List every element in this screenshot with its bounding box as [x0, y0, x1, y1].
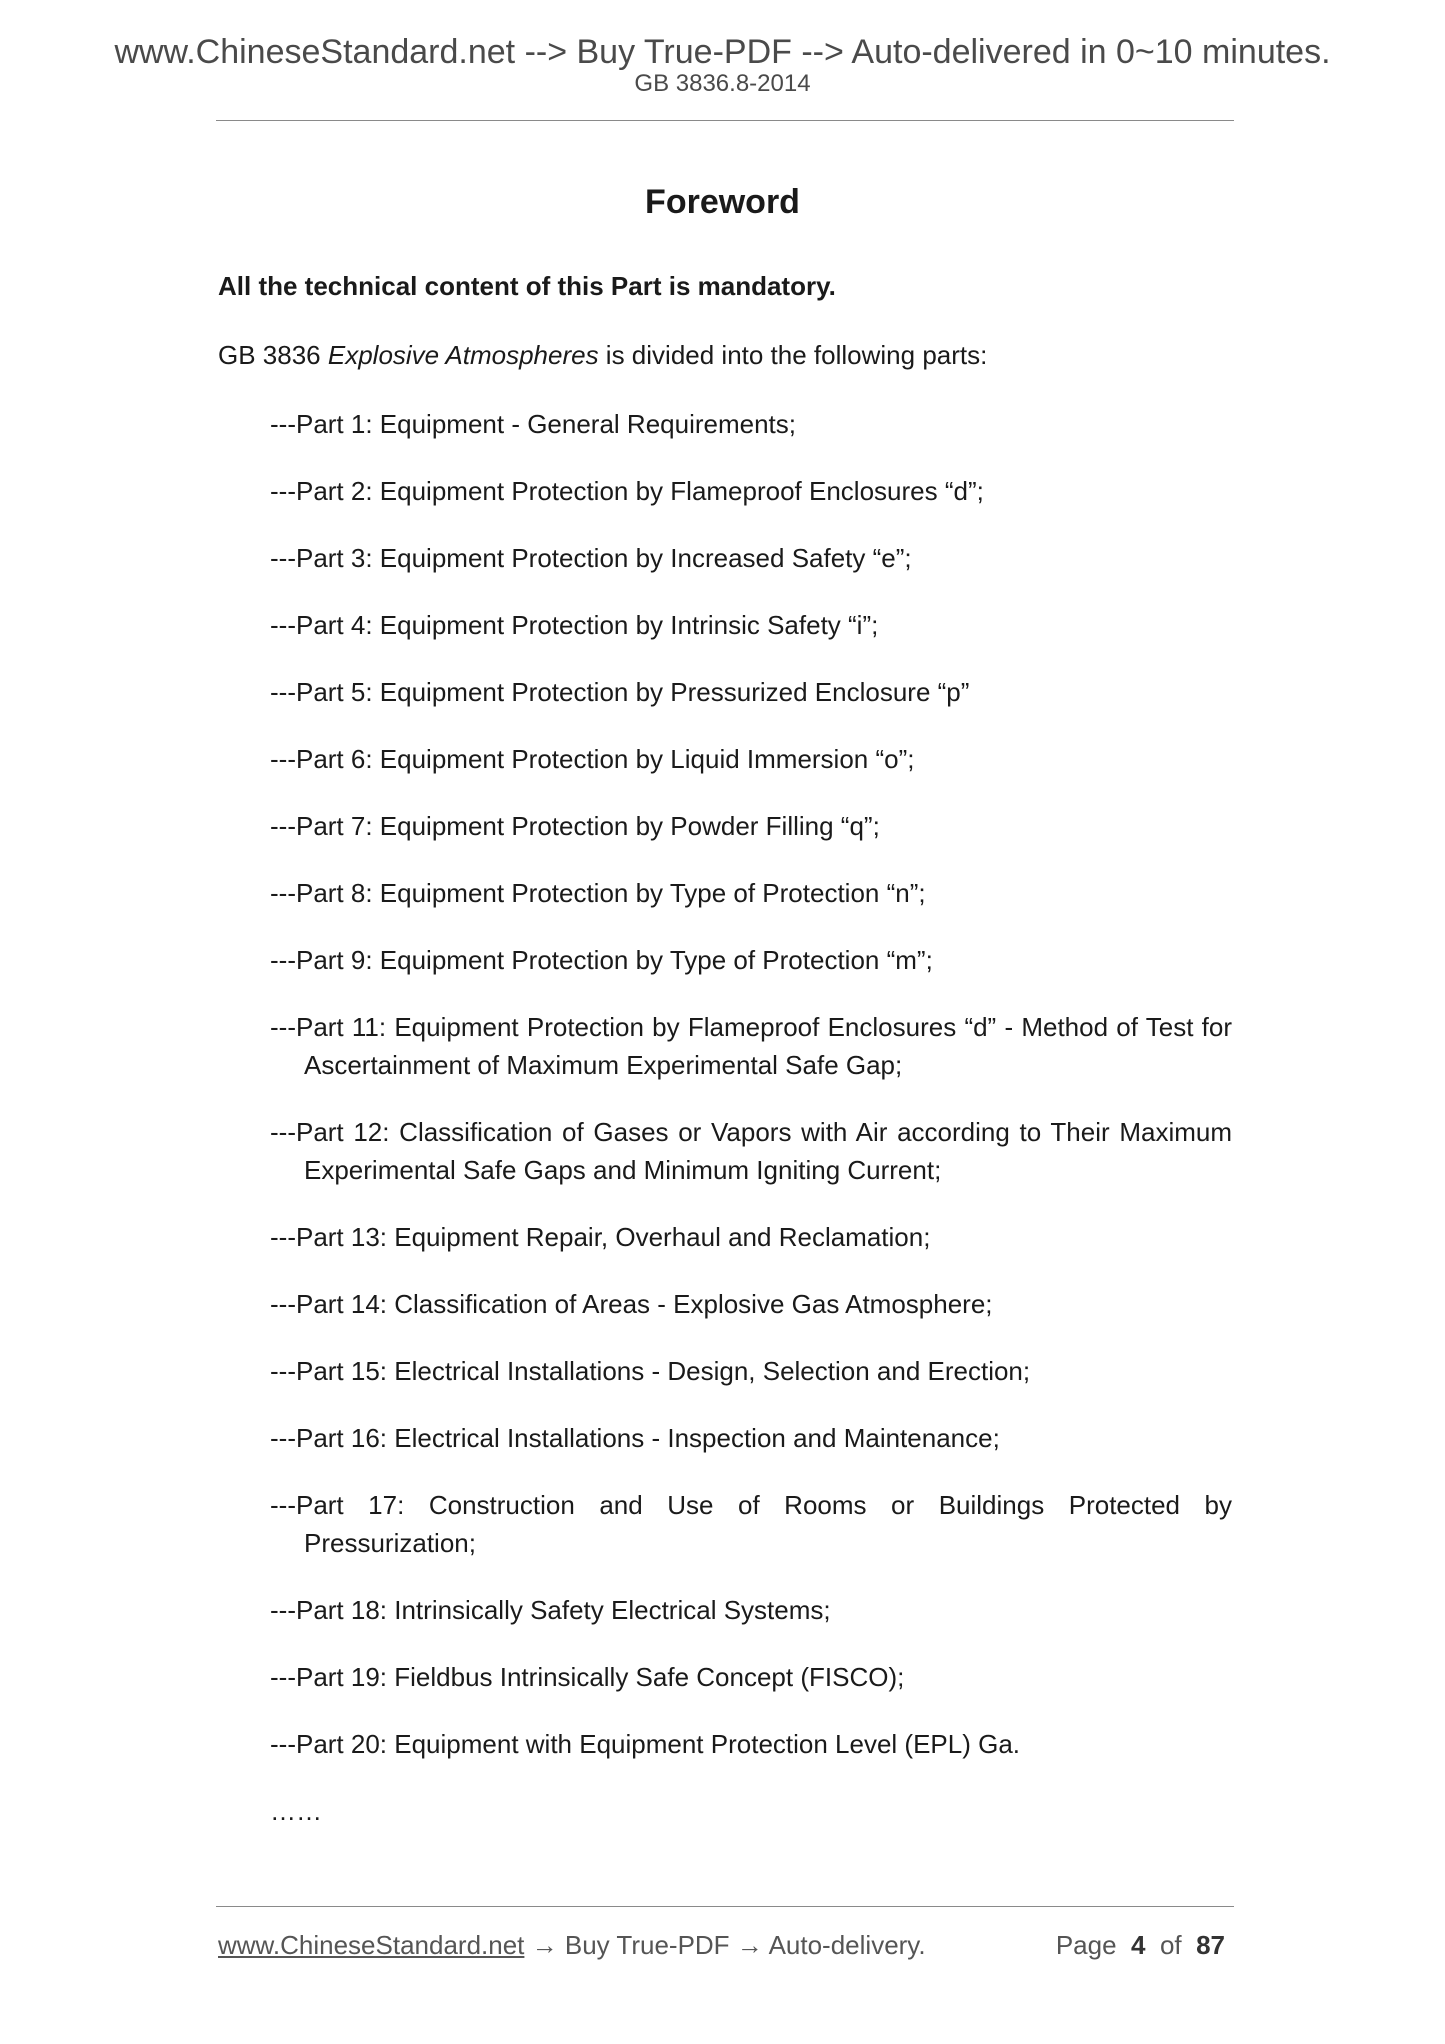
list-item: ---Part 2: Equipment Protection by Flameproof Enclosures “d”;	[270, 476, 984, 506]
intro-italic-title: Explosive Atmospheres	[327, 340, 599, 370]
parts-list	[270, 405, 1232, 1830]
list-item: ---Part 8: Equipment Protection by Type of Protection “n”;	[270, 878, 926, 908]
list-item: ---Part 17: Construction and Use of Rooms or Buildings Protected by Pressurization;	[270, 1490, 1232, 1558]
list-item: ---Part 4: Equipment Protection by Intrinsic Safety “i”;	[270, 610, 879, 640]
list-item: ---Part 7: Equipment Protection by Powder Filling “q”;	[270, 811, 880, 841]
page-title: Foreword	[645, 183, 800, 221]
list-item: ---Part 3: Equipment Protection by Increased Safety “e”;	[270, 543, 912, 573]
footer-site-link[interactable]: www.ChineseStandard.net	[218, 1930, 525, 1960]
intro-prefix: GB 3836	[218, 340, 328, 370]
list-item: ---Part 16: Electrical Installations - Inspection and Maintenance;	[270, 1423, 1000, 1453]
list-item: ---Part 20: Equipment with Equipment Protection Level (EPL) Ga.	[270, 1729, 1021, 1759]
list-ellipsis: ……	[270, 1796, 322, 1826]
intro-paragraph	[218, 336, 1238, 374]
page-indicator	[1056, 1928, 1225, 1962]
site-banner: www.ChineseStandard.net --> Buy True-PDF --> Auto-delivered in 0~10 minutes.	[114, 33, 1331, 71]
list-item: ---Part 6: Equipment Protection by Liquid Immersion “o”;	[270, 744, 915, 774]
mandatory-note: All the technical content of this Part is mandatory.	[218, 271, 836, 301]
header-divider	[216, 120, 1234, 121]
list-item: ---Part 9: Equipment Protection by Type of Protection “m”;	[270, 945, 933, 975]
page-total: 87	[1196, 1930, 1225, 1960]
list-item: ---Part 12: Classification of Gases or Vapors with Air according to Their Maximum Experimental Safe Gaps and Minimum Igniting Current;	[270, 1117, 1232, 1185]
list-item: ---Part 1: Equipment - General Requirements;	[270, 409, 796, 439]
list-item: ---Part 14: Classification of Areas - Explosive Gas Atmosphere;	[270, 1289, 993, 1319]
footer-promo	[218, 1928, 926, 1962]
document-code: GB 3836.8-2014	[634, 70, 811, 97]
list-item: ---Part 18: Intrinsically Safety Electrical Systems;	[270, 1595, 831, 1625]
list-item: ---Part 15: Electrical Installations - Design, Selection and Erection;	[270, 1356, 1031, 1386]
list-item: ---Part 5: Equipment Protection by Pressurized Enclosure “p”	[270, 677, 970, 707]
of-label: of	[1159, 1930, 1182, 1960]
list-item: ---Part 19: Fieldbus Intrinsically Safe Concept (FISCO);	[270, 1662, 905, 1692]
list-item: ---Part 11: Equipment Protection by Flameproof Enclosures “d” - Method of Test for Ascertainment of Maximum Experimental Safe Gap;	[270, 1012, 1232, 1080]
footer-divider	[216, 1906, 1234, 1907]
intro-suffix: is divided into the following parts:	[598, 340, 988, 370]
list-item: ---Part 13: Equipment Repair, Overhaul and Reclamation;	[270, 1222, 931, 1252]
footer-promo-text: → Buy True-PDF → Auto-delivery.	[524, 1930, 926, 1960]
page-number: 4	[1131, 1930, 1146, 1960]
page-label: Page	[1055, 1930, 1117, 1960]
